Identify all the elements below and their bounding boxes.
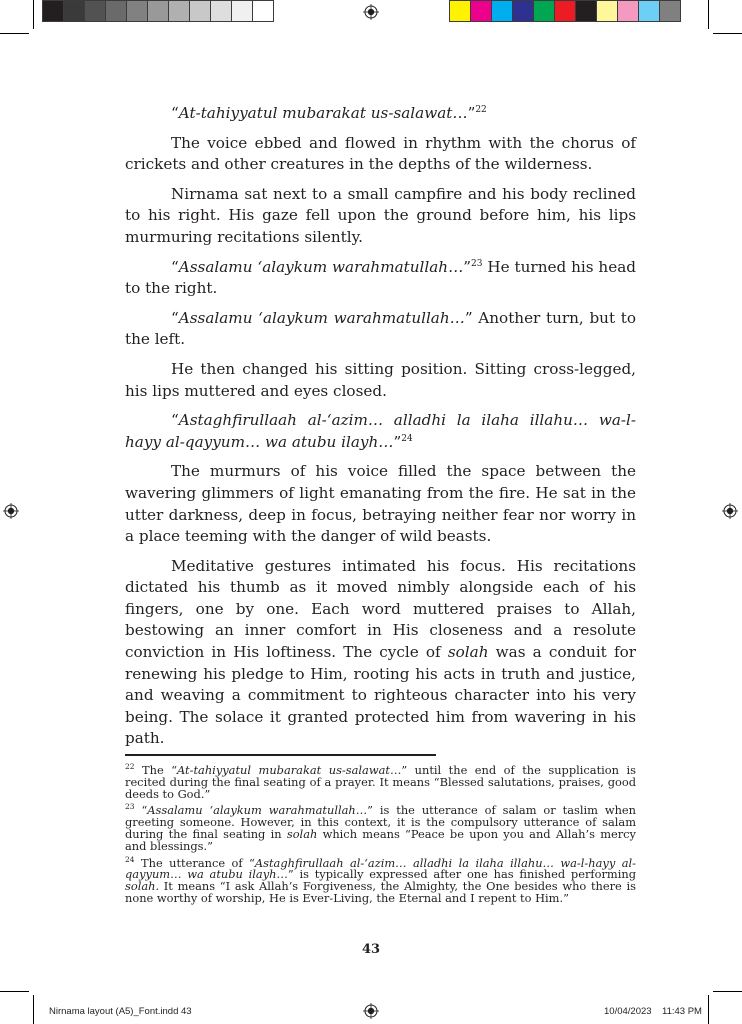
paragraph [125, 103, 636, 125]
footnote-marker: 24 [401, 433, 413, 444]
text-run: which means “Peace be upon you and Allah’s mercy and blessings.” [125, 826, 636, 853]
text-run: was a conduit for renewing his pledge to Him, rooting his acts in truth and justice, and weaving a commitment to righteous character into his very being. The solace it granted protected him from wavering in his path. [125, 643, 636, 748]
color-swatch-0 [449, 0, 471, 22]
gray-swatch-3 [105, 0, 127, 22]
text-run: ” Another turn, but to the left. [125, 308, 636, 349]
gray-swatch-1 [63, 0, 85, 22]
registration-mark-icon [3, 503, 19, 519]
crop-mark-top-left-vertical [33, 0, 34, 29]
text-run: . It means “I ask Allah’s Forgiveness, the Almighty, the One besides who there is none worthy of worship, He is Ever-Living, the Eternal and I repent to Him.” [125, 879, 636, 905]
footnote-separator [125, 754, 436, 756]
color-swatch-9 [638, 0, 660, 22]
italic-text: solah [125, 879, 156, 894]
color-swatch-6 [575, 0, 597, 22]
paragraph [125, 308, 636, 351]
text-run: The utterance of “ [134, 855, 255, 870]
crop-mark-top-right-vertical [708, 0, 709, 29]
paragraph [125, 184, 636, 249]
color-swatch-10 [659, 0, 681, 22]
italic-text: Astaghfirullaah al-‘azim… alladhi la ilaha illahu… wa-l-hayy al-qayyum… wa atubu ilayh… [125, 855, 637, 882]
paragraph [125, 461, 636, 547]
footnote-marker: 22 [475, 104, 487, 115]
paragraph [125, 133, 636, 176]
paragraph [125, 410, 636, 453]
crop-mark-top-right [713, 33, 742, 34]
text-run: ” is typically expressed after one has finished performing [287, 867, 636, 882]
italic-text: Assalamu ‘alaykum warahmatullah… [147, 803, 368, 818]
text-run: He then changed his sitting position. Sitting cross-legged, his lips muttered and eyes closed. [125, 359, 636, 400]
crop-mark-bottom-left-vertical [33, 995, 34, 1024]
crop-mark-top-left [0, 33, 29, 34]
footnote-marker: 23 [471, 258, 483, 269]
gray-swatch-8 [210, 0, 232, 22]
gray-swatch-5 [147, 0, 169, 22]
color-swatch-3 [512, 0, 534, 22]
footnote [125, 762, 636, 801]
footnote [125, 802, 636, 853]
slug-time: 11:43 PM [662, 1006, 702, 1017]
text-run: ” [393, 432, 402, 451]
slug-date: 10/04/2023 [604, 1006, 652, 1017]
text-run: The “ [134, 763, 178, 777]
text-run: ” [467, 104, 476, 122]
grayscale-color-bar [43, 0, 274, 23]
registration-mark-icon [363, 4, 379, 20]
footnote-marker: 24 [125, 854, 135, 864]
text-run: “ [171, 257, 179, 276]
text-run: “ [171, 104, 179, 122]
paragraph [125, 359, 636, 402]
text-run: Nirnama sat next to a small campfire and his body reclined to his right. His gaze fell upon the ground before him, his lips murmuring recitations silently. [125, 184, 636, 246]
crop-mark-bottom-left [0, 991, 29, 992]
italic-text: Assalamu ‘alaykum warahmatullah… [178, 257, 464, 276]
footnotes [125, 762, 637, 905]
footnote-marker: 23 [125, 802, 135, 812]
gray-swatch-6 [168, 0, 190, 22]
gray-swatch-10 [252, 0, 274, 22]
color-swatch-7 [596, 0, 618, 22]
color-swatch-1 [470, 0, 492, 22]
paragraph [125, 556, 636, 750]
color-swatch-8 [617, 0, 639, 22]
slug-file-name: Nirnama layout (A5)_Font.indd 43 [49, 1006, 192, 1017]
body-text [125, 103, 636, 750]
italic-text: At-tahiyyatul mubarakat us-salawat… [178, 104, 468, 122]
text-run: “ [171, 308, 179, 327]
gray-swatch-2 [84, 0, 106, 22]
color-swatch-2 [491, 0, 513, 22]
text-run: ” is the utterance of salam or taslim when greeting someone. However, in this context, it is the compulsory utterance of salam during the final seating in [125, 803, 636, 841]
crop-mark-bottom-right-vertical [708, 995, 709, 1024]
paragraph [125, 257, 636, 300]
crop-mark-bottom-right [713, 991, 742, 992]
text-run: He turned his head to the right. [125, 257, 636, 298]
registration-mark-icon [363, 1003, 379, 1019]
gray-swatch-0 [42, 0, 64, 22]
registration-mark-icon [722, 503, 738, 519]
process-color-bar [450, 0, 681, 23]
text-run: The voice ebbed and flowed in rhythm with the chorus of crickets and other creatures in the depths of the wilderness. [125, 133, 636, 174]
footnote [125, 854, 637, 905]
text-run: “ [134, 803, 148, 818]
gray-swatch-9 [231, 0, 253, 22]
italic-text: solah [286, 826, 318, 841]
color-swatch-5 [554, 0, 576, 22]
text-run: The murmurs of his voice filled the space between the wavering glimmers of light emanating from the fire. He sat in the utter darkness, deep in focus, betraying neither fear nor worry in a place teeming with the danger of wild beasts. [125, 462, 636, 546]
text-run: “ [171, 411, 179, 430]
italic-text: Astaghfirullaah al-‘azim… alladhi la ilaha illahu… wa-l-hayy al-qayyum… wa atubu ilayh… [125, 411, 636, 451]
italic-text: At-tahiyyatul mubarakat us-salawat… [177, 763, 402, 777]
gray-swatch-4 [126, 0, 148, 22]
color-swatch-4 [533, 0, 555, 22]
footnote-marker: 22 [125, 762, 135, 772]
italic-text: solah [447, 643, 489, 662]
gray-swatch-7 [189, 0, 211, 22]
text-run: ” [463, 257, 472, 276]
italic-text: Assalamu ‘alaykum warahmatullah… [178, 308, 465, 327]
text-run: Meditative gestures intimated his focus. His recitations dictated his thumb as it moved nimbly alongside each of his fingers, one by one. Each word muttered praises to Allah, bestowing an inner comfort in His closeness and a resolute conviction in His loftiness. The cycle of [125, 556, 636, 662]
text-run: ” until the end of the supplication is recited during the final seating of a prayer. It means “Blessed salutations, praises, good deeds to God.” [125, 763, 636, 801]
page-number: 43 [361, 942, 381, 957]
